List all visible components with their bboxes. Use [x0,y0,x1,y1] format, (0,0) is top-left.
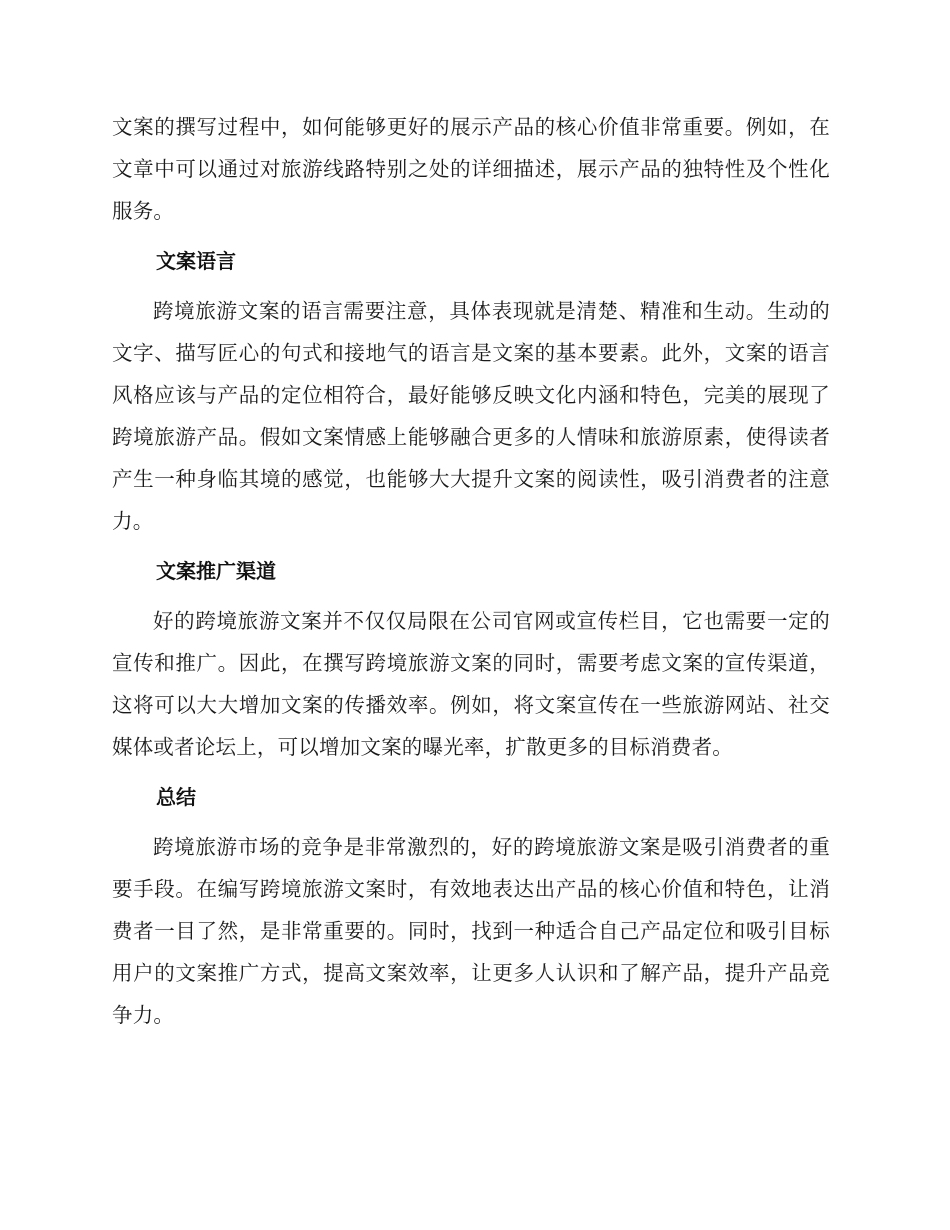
section-heading-language: 文案语言 [156,249,236,273]
section-body-summary: 跨境旅游市场的竞争是非常激烈的，好的跨境旅游文案是吸引消费者的重要手段。在编写跨境旅游文案时，有效地表达出产品的核心价值和特色，让消费者一目了然，是非常重要的。同时，找到一种适合自己产品定位和吸引目标用户的文案推广方式，提高文案效率，让更多人认识和了解产品，提升产品竞争力。 [112,835,830,1027]
section-body-language: 跨境旅游文案的语言需要注意，具体表现就是清楚、精准和生动。生动的文字、描写匠心的句式和接地气的语言是文案的基本要素。此外，文案的语言风格应该与产品的定位相符合，最好能够反映文化内涵和特色，完美的展现了跨境旅游产品。假如文案情感上能够融合更多的人情味和旅游原素，使得读者产生一种身临其境的感觉，也能够大大提升文案的阅读性，吸引消费者的注意力。 [112,299,830,533]
intro-paragraph: 文案的撰写过程中，如何能够更好的展示产品的核心价值非常重要。例如，在文章中可以通过对旅游线路特别之处的详细描述，展示产品的独特性及个性化服务。 [112,115,830,223]
section-heading-promotion: 文案推广渠道 [156,559,276,583]
section-heading-summary: 总结 [156,785,196,809]
document-page [112,106,830,1036]
section-body-promotion: 好的跨境旅游文案并不仅仅局限在公司官网或宣传栏目，它也需要一定的宣传和推广。因此，在撰写跨境旅游文案的同时，需要考虑文案的宣传渠道，这将可以大大增加文案的传播效率。例如，将文案宣传在一些旅游网站、社交媒体或者论坛上，可以增加文案的曝光率，扩散更多的目标消费者。 [112,609,830,759]
